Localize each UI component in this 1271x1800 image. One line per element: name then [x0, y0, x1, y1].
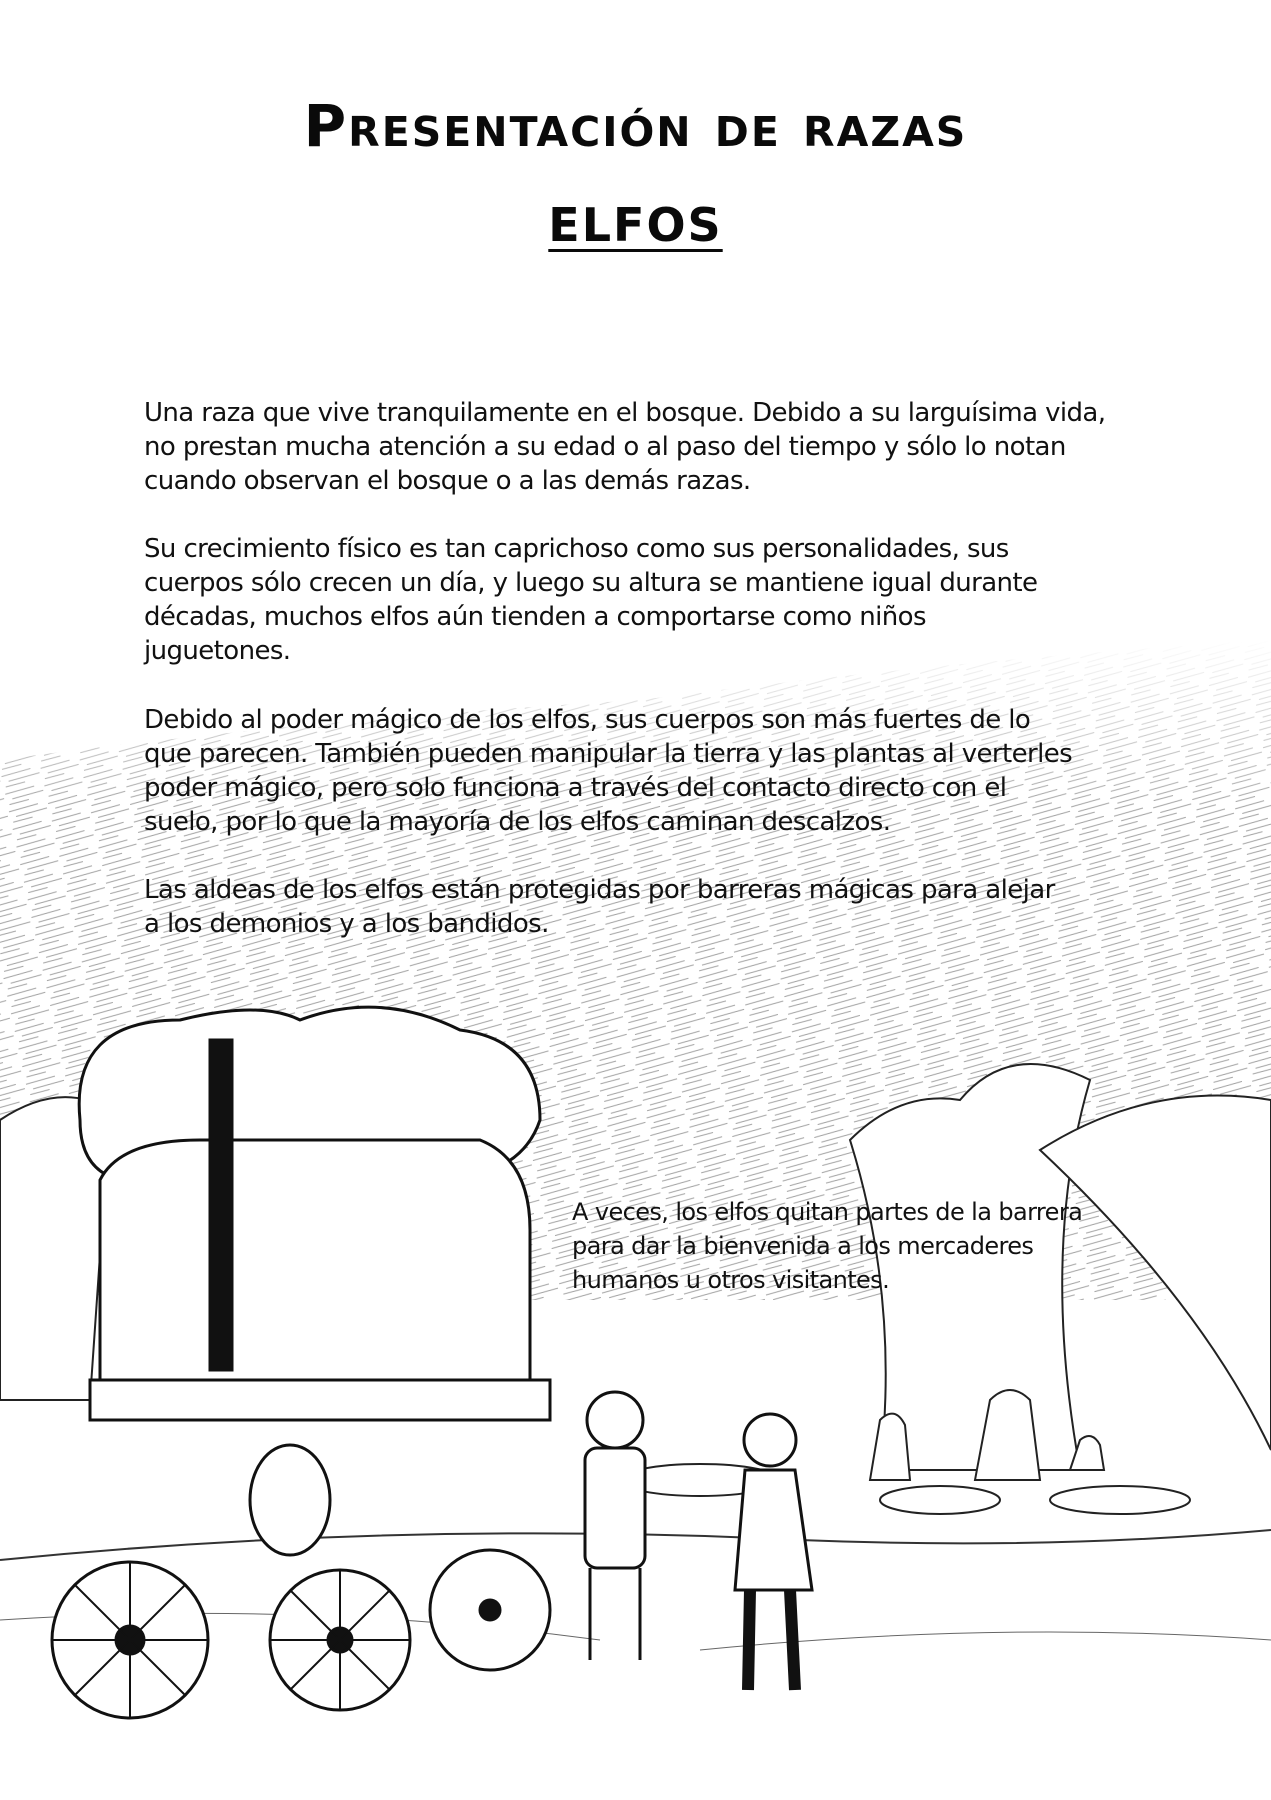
elf-girl — [735, 1414, 812, 1690]
text-line: Debido al poder mágico de los elfos, sus cuerpos son más fuertes de lo — [144, 705, 1031, 735]
text-line: humanos u otros visitantes. — [572, 1266, 890, 1294]
text-line: décadas, muchos elfos aún tienden a comportarse como niños — [144, 602, 926, 632]
text-line: para dar la bienvenida a los mercaderes — [572, 1232, 1034, 1260]
text-line: Su crecimiento físico es tan caprichoso como sus personalidades, sus — [144, 534, 1009, 564]
text-line: juguetones. — [144, 636, 291, 666]
merchant-wagon — [52, 1007, 550, 1718]
text-line: a los demonios y a los bandidos. — [144, 909, 549, 939]
text-line: que parecen. También pueden manipular la tierra y las plantas al verterles — [144, 739, 1073, 769]
text-line: A veces, los elfos quitan partes de la barrera — [572, 1198, 1083, 1226]
page-title: Presentación de razas — [303, 92, 968, 160]
paragraph-magic — [144, 703, 1072, 839]
text-line: poder mágico, pero solo funciona a través del contacto directo con el — [144, 773, 1007, 803]
page-subtitle: ELFOS — [548, 198, 723, 252]
paragraph-intro — [144, 396, 1105, 498]
text-line: no prestan mucha atención a su edad o al paso del tiempo y sólo lo notan — [144, 432, 1066, 462]
text-line: cuerpos sólo crecen un día, y luego su altura se mantiene igual durante — [144, 568, 1038, 598]
paragraph-villages — [144, 873, 1055, 941]
text-line: suelo, por lo que la mayoría de los elfos caminan descalzos. — [144, 807, 891, 837]
illustration-caption — [572, 1195, 1082, 1297]
text-line: Una raza que vive tranquilamente en el bosque. Debido a su larguísima vida, — [144, 398, 1106, 428]
text-line: cuando observan el bosque o a las demás razas. — [144, 466, 751, 496]
paragraph-growth — [144, 532, 1037, 668]
human-merchant — [585, 1392, 645, 1660]
text-line: Las aldeas de los elfos están protegidas por barreras mágicas para alejar — [144, 875, 1055, 905]
